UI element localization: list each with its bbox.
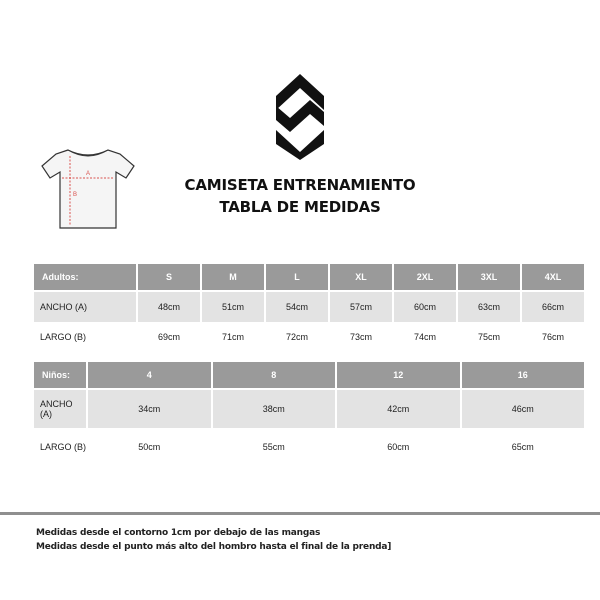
table-cell: 71cm (202, 322, 264, 352)
tshirt-measure-diagram (38, 146, 136, 234)
size-header-4xl: 4XL (522, 264, 584, 292)
size-header-xl: XL (330, 264, 392, 292)
size-header-12: 12 (337, 362, 460, 390)
size-header-16: 16 (462, 362, 585, 390)
size-header-m: M (202, 264, 264, 292)
label-a: A (86, 171, 91, 177)
table-cell: 51cm (202, 292, 264, 322)
table-cell: 65cm (462, 428, 585, 466)
table-cell: 60cm (337, 428, 460, 466)
table-cell: 66cm (522, 292, 584, 322)
table-row (34, 390, 584, 428)
page-subtitle: TABLA DE MEDIDAS (219, 198, 381, 216)
table-cell: 46cm (462, 390, 585, 428)
size-header-l: L (266, 264, 328, 292)
table-cell: 76cm (522, 322, 584, 352)
size-header-s: S (138, 264, 200, 292)
table-cell: 42cm (337, 390, 460, 428)
adults-size-table (32, 264, 586, 352)
size-header-4: 4 (88, 362, 211, 390)
adults-header-label: Adultos: (34, 264, 136, 292)
row-label: ANCHO (A) (34, 292, 136, 322)
adults-header-row (34, 264, 584, 292)
kids-header-label: Niños: (34, 362, 86, 390)
row-label: ANCHO (A) (34, 390, 86, 428)
size-header-8: 8 (213, 362, 336, 390)
table-cell: 55cm (213, 428, 336, 466)
table-cell: 60cm (394, 292, 456, 322)
table-cell: 48cm (138, 292, 200, 322)
note-width: Medidas desde el contorno 1cm por debajo de las mangas (36, 528, 321, 538)
table-cell: 75cm (458, 322, 520, 352)
kids-size-table (32, 362, 586, 466)
size-header-3xl: 3XL (458, 264, 520, 292)
table-row (34, 428, 584, 466)
table-cell: 63cm (458, 292, 520, 322)
footer-divider (0, 512, 600, 515)
size-header-2xl: 2XL (394, 264, 456, 292)
table-cell: 69cm (138, 322, 200, 352)
table-cell: 50cm (88, 428, 211, 466)
brand-logo (276, 74, 324, 160)
label-b: B (73, 192, 78, 198)
kids-header-row (34, 362, 584, 390)
row-label: LARGO (B) (34, 428, 86, 466)
table-cell: 38cm (213, 390, 336, 428)
table-cell: 72cm (266, 322, 328, 352)
row-label: LARGO (B) (34, 322, 136, 352)
table-cell: 54cm (266, 292, 328, 322)
note-length: Medidas desde el punto más alto del hombro hasta el final de la prenda] (36, 542, 392, 552)
table-row (34, 322, 584, 352)
page-title: CAMISETA ENTRENAMIENTO (184, 176, 416, 194)
table-cell: 34cm (88, 390, 211, 428)
table-cell: 57cm (330, 292, 392, 322)
table-cell: 73cm (330, 322, 392, 352)
table-row (34, 292, 584, 322)
table-cell: 74cm (394, 322, 456, 352)
